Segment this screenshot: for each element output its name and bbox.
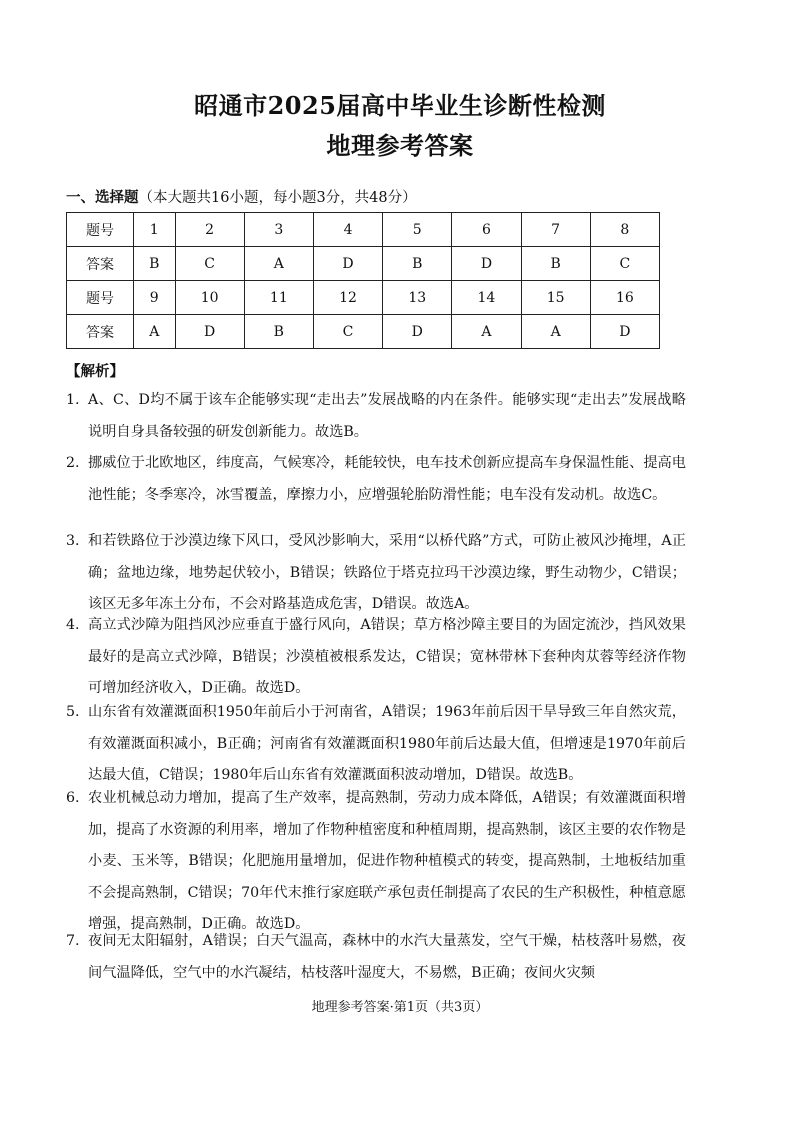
explanation-item — [66, 783, 686, 941]
explanation-item — [66, 926, 686, 989]
row-header: 答案 — [67, 315, 134, 349]
explanation-item — [66, 526, 686, 621]
section-label: 一、选择题 — [66, 189, 139, 206]
item-text: 和若铁路位于沙漠边缘下风口，受风沙影响大，采用“以桥代路”方式，可防止被风沙掩埋，A正确；盆地边缘，地势起伏较小，B错误；铁路位于塔克拉玛干沙漠边缘，野生动物少，C错误；该区无多年冻土分布，不会对路基造成危害，D错误。故选A。 — [88, 533, 686, 612]
table-cell: 6 — [452, 213, 521, 247]
table-cell: C — [590, 247, 659, 281]
table-cell: A — [244, 247, 313, 281]
table-cell: 8 — [590, 213, 659, 247]
item-text: 农业机械总动力增加，提高了生产效率，提高熟制，劳动力成本降低，A错误；有效灌溉面积增加，提高了水资源的利用率，增加了作物种植密度和种植周期，提高熟制，该区主要的农作物是小麦、玉米等，B错误；化肥施用量增加，促进作物种植模式的转变，提高熟制，土地板结加重不会提高熟制，C错误；70年代末推行家庭联产承包责任制提高了农民的生产积极性，种植意愿增强，提高熟制，D正确。故选D。 — [88, 790, 686, 932]
table-cell: A — [134, 315, 176, 349]
table-cell: D — [590, 315, 659, 349]
table-cell: B — [134, 247, 176, 281]
document-title: 昭通市2025届高中毕业生诊断性检测 — [194, 91, 606, 120]
table-cell: 16 — [590, 281, 659, 315]
item-text: 挪威位于北欧地区，纬度高，气候寒冷，耗能较快，电车技术创新应提高车身保温性能、提高电池性能；冬季寒冷，冰雪覆盖，摩擦力小，应增强轮胎防滑性能；电车没有发动机。故选C。 — [88, 455, 686, 503]
table-cell: 4 — [313, 213, 382, 247]
table-cell: D — [175, 315, 244, 349]
row-header: 题号 — [67, 281, 134, 315]
table-row — [67, 213, 660, 247]
page-footer: 地理参考答案·第1页（共3页） — [311, 1000, 489, 1015]
section-heading — [66, 186, 417, 207]
section-note: （本大题共16小题，每小题3分，共48分） — [138, 190, 417, 206]
table-cell: 9 — [134, 281, 176, 315]
table-cell: C — [313, 315, 382, 349]
table-cell: B — [521, 247, 590, 281]
table-row — [67, 247, 660, 281]
table-cell: 11 — [244, 281, 313, 315]
item-text: 山东省有效灌溉面积1950年前后小于河南省，A错误；1963年前后因干旱导致三年自然灾荒，有效灌溉面积减小，B正确；河南省有效灌溉面积1980年前后达最大值，但增速是1970年前后达最大值，C错误；1980年后山东省有效灌溉面积波动增加，D错误。故选B。 — [88, 704, 686, 783]
item-number: 1. — [66, 392, 80, 408]
item-number: 3. — [66, 533, 80, 549]
answer-table — [66, 212, 660, 349]
item-text: A、C、D均不属于该车企能够实现“走出去”发展战略的内在条件。能够实现“走出去”发展战略说明自身具备较强的研发创新能力。故选B。 — [88, 392, 686, 440]
table-cell: D — [452, 247, 521, 281]
table-cell: A — [452, 315, 521, 349]
row-header: 答案 — [67, 247, 134, 281]
table-cell: C — [175, 247, 244, 281]
table-cell: B — [244, 315, 313, 349]
table-cell: D — [383, 315, 452, 349]
item-number: 6. — [66, 790, 80, 806]
table-cell: 2 — [175, 213, 244, 247]
item-number: 2. — [66, 455, 80, 471]
explanation-item — [66, 448, 686, 511]
item-text: 高立式沙障为阻挡风沙应垂直于盛行风向，A错误；草方格沙障主要目的为固定流沙，挡风效果最好的是高立式沙障，B错误；沙漠植被根系发达，C错误；宽林带林下套种肉苁蓉等经济作物可增加经济收入，D正确。故选D。 — [88, 617, 686, 696]
table-cell: 15 — [521, 281, 590, 315]
table-cell: 10 — [175, 281, 244, 315]
table-cell: 3 — [244, 213, 313, 247]
table-cell: 14 — [452, 281, 521, 315]
item-text: 夜间无太阳辐射，A错误；白天气温高，森林中的水汽大量蒸发，空气干燥，枯枝落叶易燃，夜间气温降低，空气中的水汽凝结，枯枝落叶湿度大，不易燃，B正确；夜间火灾频 — [88, 933, 686, 981]
document-subtitle: 地理参考答案 — [326, 131, 474, 160]
explanation-item — [66, 385, 686, 448]
table-cell: A — [521, 315, 590, 349]
table-cell: D — [313, 247, 382, 281]
table-cell: 13 — [383, 281, 452, 315]
table-cell: 7 — [521, 213, 590, 247]
table-row — [67, 281, 660, 315]
item-number: 5. — [66, 704, 80, 720]
explanation-item — [66, 697, 686, 792]
table-cell: 5 — [383, 213, 452, 247]
table-cell: 1 — [134, 213, 176, 247]
table-cell: B — [383, 247, 452, 281]
analysis-heading: 【解析】 — [66, 363, 124, 380]
row-header: 题号 — [67, 213, 134, 247]
table-row — [67, 315, 660, 349]
item-number: 7. — [66, 933, 80, 949]
table-cell: 12 — [313, 281, 382, 315]
explanation-item — [66, 610, 686, 705]
item-number: 4. — [66, 617, 80, 633]
